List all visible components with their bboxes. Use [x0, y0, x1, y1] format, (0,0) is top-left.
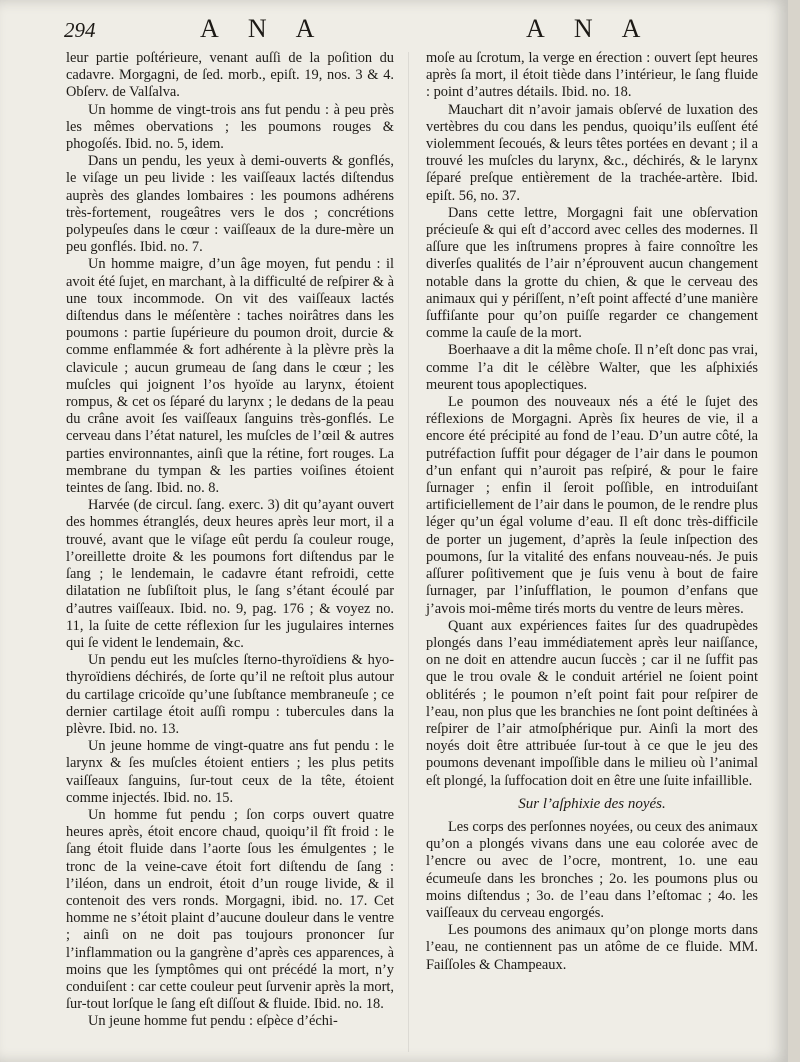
paragraph: Les corps des perſonnes noyées, ou ceux des animaux qu’on a plongés vivans dans une eau colorée avec de l’encre ou avec de l’ocre, montrent, 1o. une eau écumeuſe dans les bronches ; 2o. les poumons plus ou moins diſtendus ; 3o. de l’eau dans l’eſtomac ; 4o. les vaiſſeaux du cerveau engorgés.: [426, 818, 758, 921]
paragraph: Harvée (de circul. ſang. exerc. 3) dit qu’ayant ouvert des hommes étranglés, deux heures après leur mort, il a trouvé, avant que le viſage eût perdu ſa couleur rouge, l’oreillette droite & les poumons fort diſtendus par le ſang ; le lendemain, le cadavre étant refroidi, cette dilatation ne ſubſiſtoit plus, le ſang s’étant écoulé par d’autres vaiſſeaux. Ibid. no. 9, pag. 176 ; & voyez no. 11, la ſuite de cette réflexion ſur les jugulaires internes qui ſe vident le lendemain, &c.: [66, 497, 394, 651]
paragraph: Mauchart dit n’avoir jamais obſervé de luxation des vertèbres du cou dans les pendus, quoiqu’ils euſſent été violemment ſecoués, & leurs têtes portées en devant ; il a trouvé les muſcles du larynx, &c., déchirés, & le larynx ſéparé preſque entièrement de la trachée-artère. Ibid. epiſt. 56, no. 37.: [426, 101, 758, 204]
paragraph: Un jeune homme fut pendu : eſpèce d’échi-: [88, 1013, 338, 1030]
paragraph: Un homme de vingt-trois ans fut pendu : à peu près les mêmes obervations ; les poumons rouges & phogoſés. Ibid. no. 5, idem.: [66, 101, 394, 153]
paragraph: Quant aux expériences faites ſur des quadrupèdes plongés dans l’eau immédiatement après leur naiſſance, on ne doit en attendre aucun ſuccès ; car il ne ſuffit pas que le trou ovale & le conduit artériel ne ſoient point oblitérés ; le poumon n’eſt point fait pour reſpirer de l’eau, non plus que les branchies ne ſont point deſtinées à reſpirer de l’air atmoſphérique pur. Ainſi la mort des noyés doit être attribuée ſur-tout à ce que le jeu des poumons devenant impoſſible dans le milieu où l’animal eſt plongé, la ſuffocation doit en être une ſuite infaillible.: [426, 617, 758, 789]
section-title: Sur l’aſphixie des noyés.: [518, 795, 666, 812]
paragraph: Un homme fut pendu ; ſon corps ouvert quatre heures après, étoit encore chaud, quoiqu’il fît froid : le ſang étoit fluide dans l’aorte ſous les émulgentes ; le tronc de la veine-cave étoit fort diſtendu de ſang : l’iléon, dans un endroit, étoit d’un rouge livide, & il contenoit des vers ronds. Morgagni, ibid. no. 17. Cet homme ne s’étoit plaint d’aucune douleur dans le ventre ; ainſi on ne doit pas toujours prononcer ſur l’inflammation ou la gangrène d’après ces apparences, à moins que les ſymptômes qui ont précédé la mort, n’y conduiſent : car cette couleur peut ſurvenir après la mort, ſur-tout lorſque le ſang eſt diſſout & fluide. Ibid. no. 18.: [66, 806, 394, 1013]
paragraph: Dans cette lettre, Morgagni fait une obſervation précieuſe & qui eſt d’accord avec celles des modernes. Il aſſure que les inſtrumens propres à faire connoître les diverſes qualités de l’air n’éprouvent aucun changement notable dans la grotte du chien, & que le cerveau des animaux qui y périſſent, n’eſt point affecté d’une manière ſuffiſante pour qu’on puiſſe regarder ce changement comme la cauſe de la mort.: [426, 204, 758, 342]
paragraph: Un jeune homme de vingt-quatre ans fut pendu : le larynx & ſes muſcles étoient entiers ; les plus petits vaiſſeaux ſanguins, ſur-tout ceux de la tête, étoient comme injectés. Ibid. no. 15.: [66, 738, 394, 806]
paragraph: Le poumon des nouveaux nés a été le ſujet des réflexions de Morgagni. Après ſix heures de vie, il a encore été précipité au fond de l’eau. D’un autre côté, la putréfaction ſuffit pour dégager de l’air dans le poumon d’un enfant qui n’auroit pas reſpiré, & pour le faire ſurnager ; enfin il ſeroit poſſible, en introduiſant artificiellement de l’air dans le poumon, de le rendre plus léger qu’un égal volume d’eau. Il eſt donc très-difficile de porter un jugement, d’après la ſeule inſpection des poumons, ſur la vitalité des enfans nouveau-nés. Je puis aſſurer poſitivement que je ſuis venu à bout de faire ſurnager, par l’inſufflation, le poumon d’enfans que j’avois moi-même tirés morts du ventre de leurs mères.: [426, 394, 758, 617]
paragraph: Un pendu eut les muſcles ſterno-thyroïdiens & hyo-thyroïdiens déchirés, de ſorte qu’il ne reſtoit plus autour du cartilage cricoïde qu’une ſubſtance membraneuſe ; ce dernier cartilage étoit auſſi rompu : tubercules dans la plèvre. Ibid. no. 13.: [66, 652, 394, 737]
right-column: [426, 50, 758, 974]
column-gutter: [408, 52, 409, 1052]
page-header: [0, 14, 788, 44]
paragraph: Dans un pendu, les yeux à demi-ouverts & gonflés, le viſage un peu livide : les vaiſſeaux lactés diſtendus auprès des glandes lombaires : les poumons adhérens très-fortement, rougeâtres vers le dos ; concrétions polypeuſes dans le cœur : vaiſſeaux de la dure-mère un peu gonflés. Ibid. no. 7.: [66, 153, 394, 256]
running-head-right: A N A: [526, 14, 653, 43]
paragraph: Un homme maigre, d’un âge moyen, fut pendu : il avoit été ſujet, en marchant, à la difficulté de reſpirer & à une toux incommode. On vit des vaiſſeaux lactés diſtendus dans le méſentère : taches noirâtres dans les poumons : partie ſupérieure du poumon droit, durcie & comme enflammée & fort adhérente à la plèvre près la clavicule ; aucun grumeau de ſang dans le cœur ; les muſcles qui joignent l’os hyoïde au larynx, étoient rompus, & cet os ſéparé du larynx ; le dedans de la peau du crâne avoit ſes vaiſſeaux ſanguins très-gonflés. Le cerveau dans l’état naturel, les muſcles de l’œil & autres parties environnantes, ainſi que la rétine, fort rouges. La membrane du tympan & les parties voiſines étoient teintes de ſang. Ibid. no. 8.: [66, 256, 394, 497]
paragraph: leur partie poſtérieure, venant auſſi de la poſition du cadavre. Morgagni, de ſed. morb., epiſt. 19, nos. 3 & 4. Obſerv. de Valſalva.: [66, 50, 394, 101]
paragraph: moſe au ſcrotum, la verge en érection : ouvert ſept heures après ſa mort, il étoit tiède dans l’intérieur, le ſang fluide : point d’autres détails. Ibid. no. 18.: [426, 50, 758, 101]
left-column: [66, 50, 394, 1031]
page-number: 294: [64, 18, 96, 42]
paragraph: Les poumons des animaux qu’on plonge morts dans l’eau, ne contiennent pas un atôme de ce fluide. MM. Faiſſoles & Champeaux.: [426, 922, 758, 973]
paragraph: Boerhaave a dit la même choſe. Il n’eſt donc pas vrai, comme l’a dit le célèbre Walter, que les aſphixiés meurent tous apoplectiques.: [426, 342, 758, 393]
running-head-left: A N A: [200, 14, 327, 43]
